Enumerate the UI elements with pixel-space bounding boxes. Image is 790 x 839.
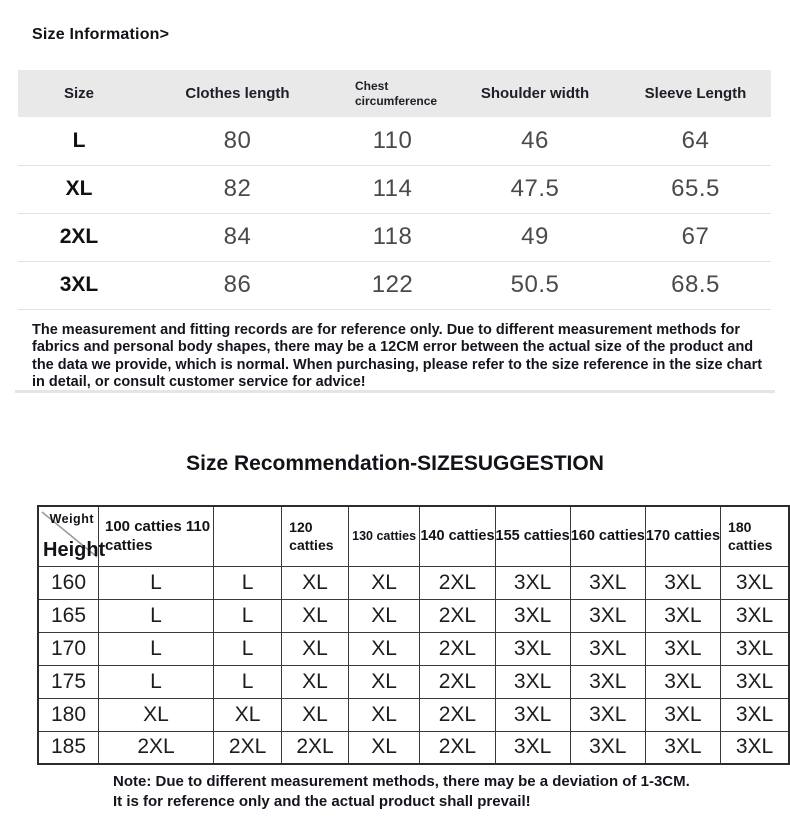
- recommended-size: XL: [282, 665, 349, 698]
- recommended-size: XL: [348, 566, 419, 599]
- measurement-disclaimer: The measurement and fitting records are for reference only. Due to different measurement methods for fabrics and personal body shapes, there may be a 12CM error between the actual size of the product and the data we provide, which is normal. When purchasing, please refer to the size reference in the size chart in detail, or consult customer service for advice!: [32, 322, 763, 390]
- recommended-size: 2XL: [420, 698, 495, 731]
- section-divider: [15, 390, 775, 393]
- weight-header-cell: 180 catties: [721, 506, 789, 566]
- height-axis-label: Height: [43, 538, 106, 561]
- recommended-size: XL: [282, 599, 349, 632]
- shoulder-value: 47.5: [450, 165, 620, 213]
- size-label: 3XL: [18, 261, 140, 309]
- height-row-175: [38, 665, 789, 698]
- recommended-size: 3XL: [495, 599, 570, 632]
- height-value: 185: [38, 731, 99, 764]
- recommended-size: 3XL: [495, 632, 570, 665]
- recommended-size: XL: [348, 599, 419, 632]
- weight-header-cell: 120 catties: [282, 506, 349, 566]
- chest-value: 114: [335, 165, 450, 213]
- recommended-size: XL: [348, 632, 419, 665]
- recommended-size: L: [99, 599, 214, 632]
- weight-header-cell: 155 catties: [495, 506, 570, 566]
- recommended-size: 3XL: [645, 665, 720, 698]
- chest-value: 118: [335, 213, 450, 261]
- recommended-size: 3XL: [495, 731, 570, 764]
- recommended-size: 2XL: [99, 731, 214, 764]
- recommended-size: 2XL: [282, 731, 349, 764]
- size-label: XL: [18, 165, 140, 213]
- size-recommendation-table: [37, 505, 790, 765]
- weight-header-cell: 140 catties: [420, 506, 495, 566]
- recommended-size: 3XL: [570, 566, 645, 599]
- height-row-165: [38, 599, 789, 632]
- recommended-size: 3XL: [721, 599, 789, 632]
- recommended-size: 3XL: [721, 698, 789, 731]
- recommended-size: 3XL: [645, 632, 720, 665]
- recommended-size: 3XL: [645, 698, 720, 731]
- clothes-length-column-header: Clothes length: [140, 70, 335, 117]
- recommended-size: 3XL: [645, 731, 720, 764]
- height-value: 180: [38, 698, 99, 731]
- recommended-size: 3XL: [721, 566, 789, 599]
- recommended-size: L: [99, 566, 214, 599]
- recommended-size: 2XL: [420, 731, 495, 764]
- recommended-size: 3XL: [645, 566, 720, 599]
- clothes-length-value: 86: [140, 261, 335, 309]
- recommended-size: XL: [282, 566, 349, 599]
- shoulder-value: 49: [450, 213, 620, 261]
- recommended-size: 2XL: [420, 566, 495, 599]
- sleeve-value: 68.5: [620, 261, 771, 309]
- recommended-size: 3XL: [570, 599, 645, 632]
- clothes-length-value: 82: [140, 165, 335, 213]
- shoulder-value: 50.5: [450, 261, 620, 309]
- weight-header-label: 100 catties 110 catties: [105, 517, 211, 555]
- size-table-header-row: [18, 70, 771, 117]
- chest-value: 122: [335, 261, 450, 309]
- recommended-size: 3XL: [570, 731, 645, 764]
- recommended-size: 3XL: [721, 632, 789, 665]
- size-label: 2XL: [18, 213, 140, 261]
- clothes-length-value: 80: [140, 117, 335, 165]
- shoulder-value: 46: [450, 117, 620, 165]
- height-row-180: [38, 698, 789, 731]
- recommended-size: L: [99, 665, 214, 698]
- recommended-size: 3XL: [570, 698, 645, 731]
- weight-header-cell: 160 catties: [570, 506, 645, 566]
- height-row-185: [38, 731, 789, 764]
- shoulder-width-column-header: Shoulder width: [450, 70, 620, 117]
- recommended-size: 3XL: [645, 599, 720, 632]
- weight-axis-label: Weight: [49, 512, 94, 526]
- recommended-size: L: [214, 599, 282, 632]
- height-value: 175: [38, 665, 99, 698]
- recommended-size: XL: [99, 698, 214, 731]
- size-row-2xl: [18, 213, 771, 261]
- recommended-size: 2XL: [420, 599, 495, 632]
- height-value: 165: [38, 599, 99, 632]
- weight-header-cell: 130 catties: [348, 506, 419, 566]
- sleeve-value: 64: [620, 117, 771, 165]
- recommended-size: XL: [348, 665, 419, 698]
- recommended-size: 3XL: [570, 665, 645, 698]
- size-row-xl: [18, 165, 771, 213]
- sleeve-value: 65.5: [620, 165, 771, 213]
- recommended-size: L: [214, 566, 282, 599]
- weight-header-row: [38, 506, 789, 566]
- size-label: L: [18, 117, 140, 165]
- recommended-size: XL: [282, 698, 349, 731]
- recommended-size: 3XL: [495, 665, 570, 698]
- size-table: [18, 70, 771, 310]
- recommended-size: 3XL: [570, 632, 645, 665]
- recommended-size: L: [214, 632, 282, 665]
- recommended-size: 2XL: [420, 632, 495, 665]
- recommended-size: XL: [214, 698, 282, 731]
- recommended-size: 3XL: [721, 731, 789, 764]
- height-value: 160: [38, 566, 99, 599]
- recommended-size: L: [214, 665, 282, 698]
- clothes-length-value: 84: [140, 213, 335, 261]
- chest-circumference-column-header: Chest circumference: [335, 70, 450, 117]
- size-row-l: [18, 117, 771, 165]
- height-row-170: [38, 632, 789, 665]
- recommended-size: 3XL: [495, 698, 570, 731]
- recommended-size: L: [99, 632, 214, 665]
- recommended-size: XL: [282, 632, 349, 665]
- sleeve-length-column-header: Sleeve Length: [620, 70, 771, 117]
- recommended-size: 3XL: [495, 566, 570, 599]
- recommended-size: 2XL: [420, 665, 495, 698]
- height-row-160: [38, 566, 789, 599]
- deviation-note: Note: Due to different measurement methods, there may be a deviation of 1-3CM. It is for reference only and the actual product shall prevail!: [113, 773, 690, 810]
- recommendation-title: Size Recommendation-SIZESUGGESTION: [186, 452, 604, 475]
- recommended-size: XL: [348, 731, 419, 764]
- weight-header-cell: [214, 506, 282, 566]
- weight-header-cell: [99, 506, 214, 566]
- sleeve-value: 67: [620, 213, 771, 261]
- recommended-size: 3XL: [721, 665, 789, 698]
- weight-header-cell: 170 catties: [645, 506, 720, 566]
- height-value: 170: [38, 632, 99, 665]
- recommended-size: XL: [348, 698, 419, 731]
- size-row-3xl: [18, 261, 771, 309]
- recommended-size: 2XL: [214, 731, 282, 764]
- weight-height-corner-cell: [38, 506, 106, 566]
- size-information-link[interactable]: Size Information>: [32, 26, 170, 43]
- size-column-header: Size: [18, 70, 140, 117]
- chest-value: 110: [335, 117, 450, 165]
